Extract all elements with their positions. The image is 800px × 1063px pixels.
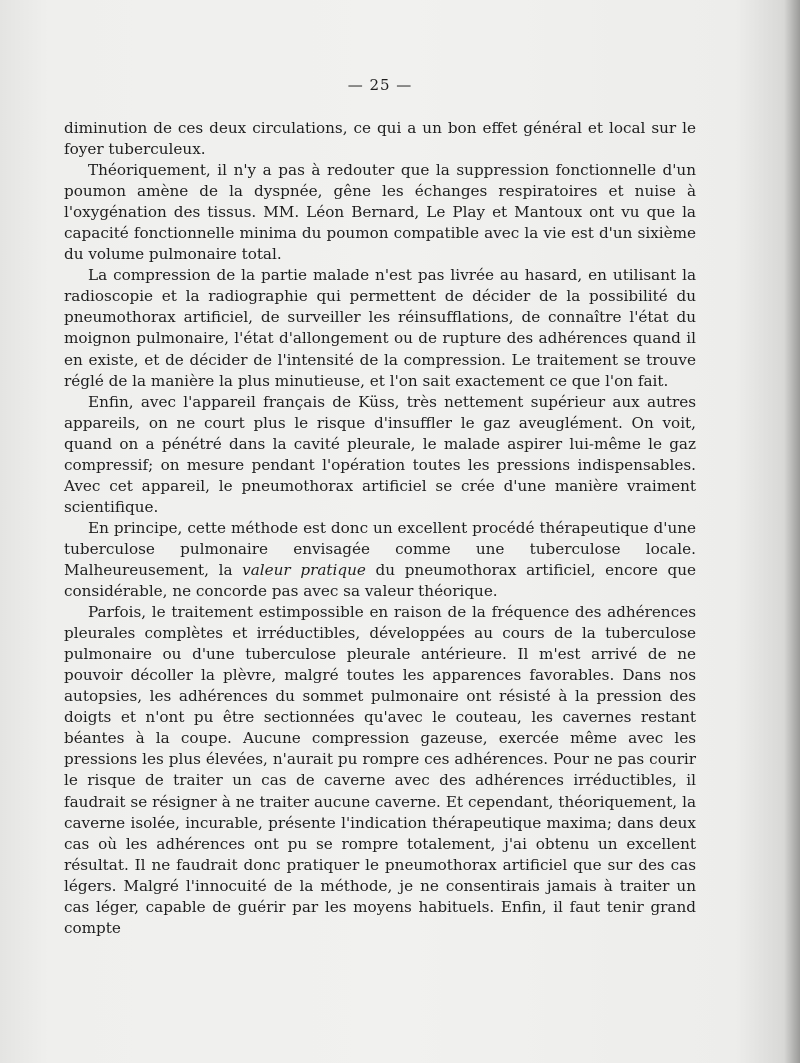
- paragraph-theoretical: Théoriquement, il n'y a pas à redouter que la suppression fonctionnelle d'un poumon amène de la dyspnée, gêne les échanges respiratoires et nuise à l'oxygénation des tissus. MM. Léon Bernard, Le Play et Mantoux ont vu que la capacité fonctionnelle minima du poumon compatible avec la vie est d'un sixième du volume pulmonaire total.: [64, 161, 696, 264]
- page-number: — 25 —: [347, 76, 413, 94]
- paragraph-principle: [64, 518, 696, 602]
- paragraph-kuss-apparatus: Enfin, avec l'appareil français de Küss, très nettement supérieur aux autres appareils, on ne court plus le risque d'insuffler le gaz aveuglément. On voit, quand on a pénétré dans la cavité pleurale, le malade aspirer lui-même le gaz compressif; on mesure pendant l'opération toutes les pressions indispensables. Avec cet appareil, le pneumothorax artificiel se crée d'une manière vraiment scientifique.: [64, 392, 696, 516]
- paragraph-principle-text-end: du pneumothorax artificiel, encore que considérable, ne concorde pas avec sa valeur théorique.: [64, 560, 697, 601]
- paragraph-compression: La compression de la partie malade n'est pas livrée au hasard, en utilisant la radioscopie et la radiographie qui permettent de décider de la possibilité du pneumothorax artificiel, de surveiller les réinsufflations, de connaître l'état du moignon pulmonaire, l'état d'allongement ou de rupture des adhérences quand il en existe, et de décider de l'intensité de la compression. Le traitement se trouve réglé de la manière la plus minutieuse, et l'on sait exactement ce que l'on fait.: [64, 266, 696, 390]
- paragraph-principle-text-start: En principe, cette méthode est donc un excellent procédé thérapeutique d'une tuberculose pulmonaire envisagée comme une tuberculose locale. Malheureusement, la: [64, 518, 696, 579]
- paragraph-adhesions: Parfois, le traitement estimpossible en raison de la fréquence des adhérences pleurales complètes et irréductibles, développées au cours de la tuberculose pulmonaire ou d'une tuberculose pleurale antérieure. Il m'est arrivé de ne pouvoir décoller la plèvre, malgré toutes les apparences favorables. Dans nos autopsies, les adhérences du sommet pulmonaire ont résisté à la pression des doigts et n'ont pu être sectionnées qu'avec le couteau, les cavernes restant béantes à la coupe. Aucune compression gazeuse, exercée même avec les pressions les plus élevées, n'aurait pu rompre ces adhérences. Pour ne pas courir le risque de traiter un cas de caverne avec des adhérences irréductibles, il faudrait se résigner à ne traiter aucune caverne. Et cependant, théoriquement, la caverne isolée, incurable, présente l'indication thérapeutique maxima; dans deux cas où les adhérences ont pu se rompre totalement, j'ai obtenu un excellent résultat. Il ne faudrait donc pratiquer le pneumothorax artificiel que sur des cas légers. Malgré l'innocuité de la méthode, je ne consentirais jamais à traiter un cas léger, capable de guérir par les moyens habituels. Enfin, il faut tenir grand compte: [64, 603, 696, 937]
- page-body: [64, 118, 696, 939]
- emphasis-valeur-pratique: valeur pratique: [242, 560, 366, 579]
- paragraph-continuation: diminution de ces deux circulations, ce qui a un bon effet général et local sur le foyer tuberculeux.: [64, 119, 696, 159]
